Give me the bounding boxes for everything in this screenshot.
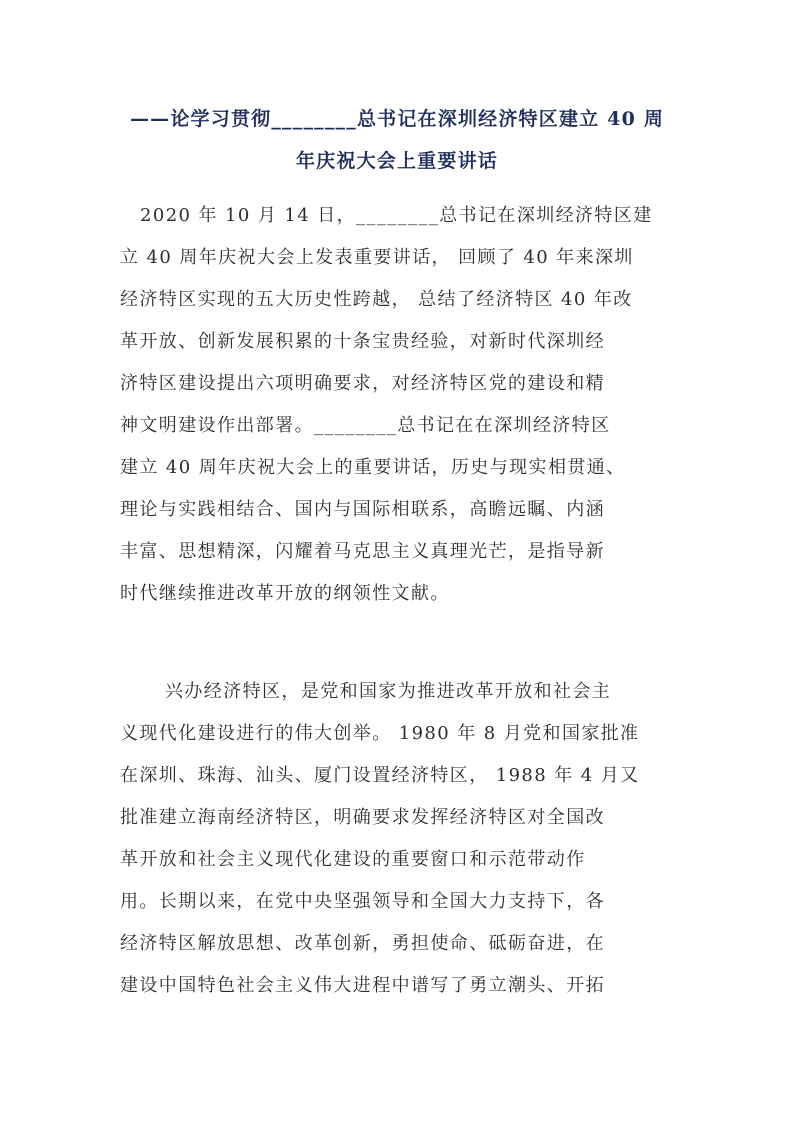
paragraph-1-line-5: 济特区建设提出六项明确要求，对经济特区党的建设和精 [120, 373, 605, 394]
paragraph-1-line-2: 立 40 周年庆祝大会上发表重要讲话， 回顾了 40 年来深圳 [120, 247, 634, 268]
paragraph-1-line-1: 2020 年 10 月 14 日，________总书记在深圳经济特区建 [140, 205, 653, 226]
paragraph-2-line-4: 批准建立海南经济特区，明确要求发挥经济特区对全国改 [120, 807, 605, 828]
paragraph-2-line-1: 兴办经济特区，是党和国家为推进改革开放和社会主 [165, 681, 612, 702]
paragraph-1-line-10: 时代继续推进改革开放的纲领性文献。 [120, 583, 450, 604]
document-title-line-1: ——论学习贯彻________总书记在深圳经济特区建立 40 周 [129, 108, 665, 130]
document-title-line-2: 年庆祝大会上重要讲话 [295, 150, 498, 172]
paragraph-1-line-4: 革开放、创新发展积累的十条宝贵经验，对新时代深圳经 [120, 331, 605, 352]
paragraph-2-line-6: 用。长期以来，在党中央坚强领导和全国大力支持下，各 [120, 891, 605, 912]
paragraph-1-line-6: 神文明建设作出部署。________总书记在在深圳经济特区 [120, 415, 611, 436]
paragraph-2-line-8: 建设中国特色社会主义伟大进程中谱写了勇立潮头、开拓 [120, 975, 605, 996]
paragraph-1-line-8: 理论与实践相结合、国内与国际相联系，高瞻远瞩、内涵 [120, 499, 605, 520]
paragraph-2-line-5: 革开放和社会主义现代化建设的重要窗口和示范带动作 [120, 849, 586, 870]
paragraph-1-line-3: 经济特区实现的五大历史性跨越， 总结了经济特区 40 年改 [120, 289, 633, 310]
paragraph-1-line-9: 丰富、思想精深，闪耀着马克思主义真理光芒，是指导新 [120, 541, 605, 562]
paragraph-2-line-2: 义现代化建设进行的伟大创举。 1980 年 8 月党和国家批准 [120, 723, 640, 744]
paragraph-2-line-3: 在深圳、珠海、汕头、厦门设置经济特区， 1988 年 4 月又 [120, 765, 640, 786]
paragraph-2-line-7: 经济特区解放思想、改革创新，勇担使命、砥砺奋进，在 [120, 933, 605, 954]
paragraph-1-line-7: 建立 40 周年庆祝大会上的重要讲话，历史与现实相贯通、 [120, 457, 626, 478]
